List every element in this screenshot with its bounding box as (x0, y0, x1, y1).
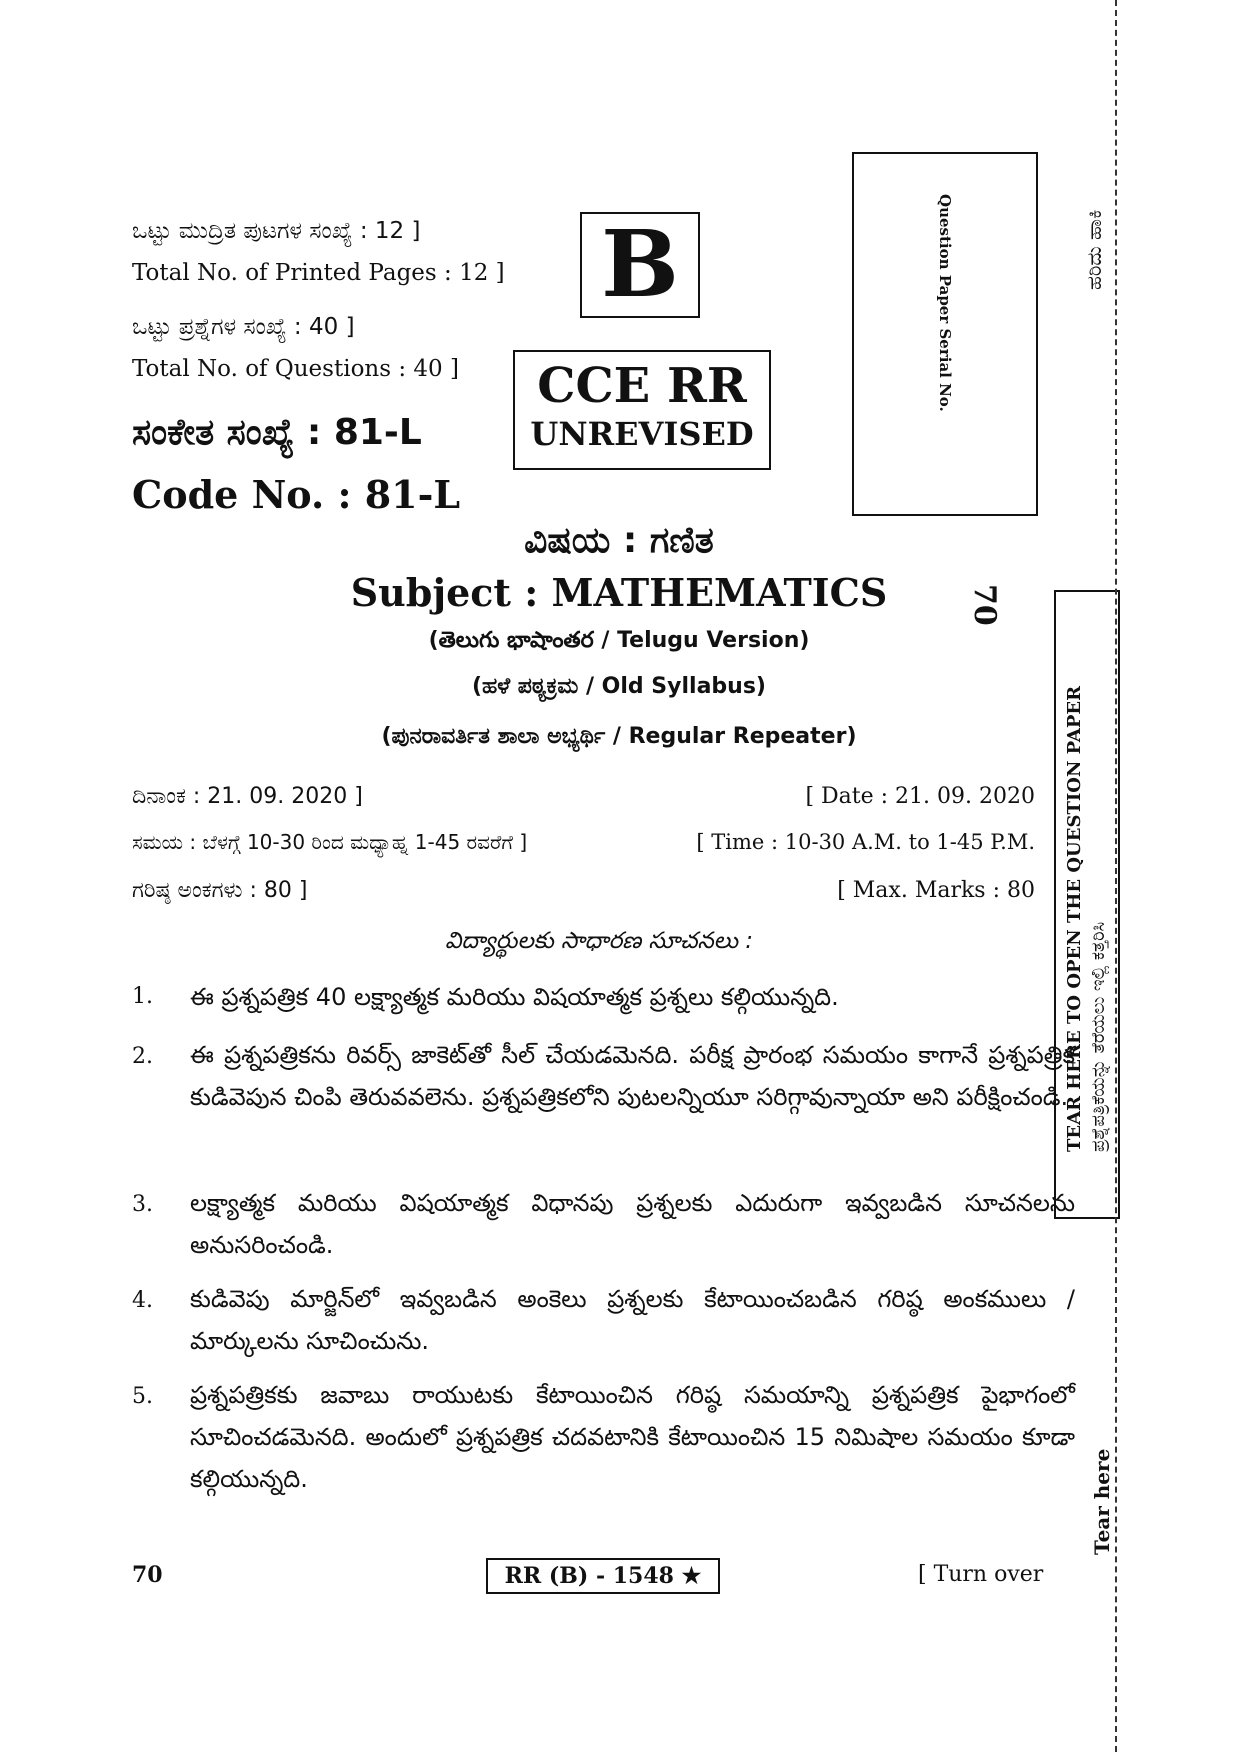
tear-instruction-english: TEAR HERE TO OPEN THE QUESTION PAPER (1064, 685, 1085, 1152)
subject-title: Subject : MATHEMATICS (350, 570, 888, 615)
instruction-number: 2. (132, 1044, 153, 1069)
instructions-title: విద్యార్థులకు సాధారణ సూచనలు : (444, 928, 754, 954)
cce-subtitle: UNREVISED (530, 415, 754, 453)
total-questions: Total No. of Questions : 40 ] (132, 356, 459, 382)
cce-box (513, 350, 771, 470)
instruction-text: ప్రశ్నపత్రికకు జవాబు రాయుటకు కేటాయించిన గరిష్ఠ సమయాన్ని ప్రశ్నపత్రిక పైభాగంలో సూచించడమెనది. అందులో ప్రశ్నపత్రిక చదవటానికి కేటాయించిన 15 నిమిషాల సమయం కూడా కల్గియున్నది. (190, 1381, 1075, 1493)
serial-label: Question Paper Serial No. (936, 194, 954, 412)
exam-time: [ Time : 10-30 A.M. to 1-45 P.M. (696, 830, 1035, 854)
candidate-type: (ಪುನರಾವರ್ತಿತ ಶಾಲಾ ಅಭ್ಯರ್ಥಿ / Regular Repeater) (381, 724, 857, 749)
serial-number-box (852, 152, 1038, 626)
instruction-number: 1. (132, 984, 153, 1009)
exam-date: [ Date : 21. 09. 2020 (805, 784, 1035, 809)
instruction-number: 4. (132, 1288, 153, 1313)
kannada-max-marks: ಗರಿಷ್ಠ ಅಂಕಗಳು : 80 ] (132, 878, 308, 903)
page-number: 70 (132, 1562, 163, 1588)
serial-number: 70 (967, 584, 1002, 626)
kannada-time: ಸಮಯ : ಬೆಳಗ್ಗೆ 10-30 ರಿಂದ ಮಧ್ಯಾಹ್ನ 1-45 ರವರೆಗೆ ] (132, 830, 528, 854)
instruction-text: ఈ ప్రశ్నపత్రికను రివర్స్ జాకెట్‌తో సీల్ చేయడమెనది. పరీక్ష ప్రారంభ సమయం కాగానే ప్రశ్నపత్రిక కుడివెపున చింపి తెరువవలెను. ప్రశ్నపత్రికలోని పుటలన్నియూ సరిగ్గావున్నాయా అని పరీక్షించండి. (190, 1041, 1075, 1111)
cce-title: CCE RR (537, 358, 747, 414)
kannada-subject: ವಿಷಯ : ಗಣಿತ (524, 520, 714, 561)
paper-code-box: RR (B) - 1548 ★ (486, 1558, 720, 1594)
tear-instruction-kannada: ಪ್ರಶ್ನೆಪತ್ರಿಕೆಯನ್ನು ತೆರೆಯಲು ಇಲ್ಲಿ ಕತ್ತರಿಸಿ (1088, 921, 1109, 1152)
kannada-total-pages: ಒಟ್ಟು ಮುದ್ರಿತ ಪುಟಗಳ ಸಂಖ್ಯೆ : 12 ] (132, 218, 421, 244)
max-marks: [ Max. Marks : 80 (837, 878, 1035, 903)
instruction-text: ఈ ప్రశ్నపత్రిక 40 లక్ష్యాత్మక మరియు విషయాత్మక ప్రశ్నలు కల్గియున్నది. (190, 983, 839, 1011)
kannada-date: ದಿನಾಂಕ : 21. 09. 2020 ] (132, 784, 363, 809)
top-tear-label: ಹರಿದು ಹಾಕಿ (1082, 209, 1106, 290)
instruction-number: 5. (132, 1384, 153, 1409)
instruction-text: కుడివెపు మార్జిన్‌లో ఇవ్వబడిన అంకెలు ప్రశ్నలకు కేటాయించబడిన గరిష్ఠ అంకములు / మార్కులను సూచించును. (190, 1285, 1075, 1355)
kannada-code-number: ಸಂಕೇತ ಸಂಖ್ಯೆ : 81-L (132, 412, 422, 453)
code-number: Code No. : 81-L (132, 472, 461, 517)
kannada-total-questions: ಒಟ್ಟು ಪ್ರಶ್ನೆಗಳ ಸಂಖ್ಯೆ : 40 ] (132, 314, 355, 340)
turn-over-label: [ Turn over (918, 1562, 1044, 1587)
instruction-number: 3. (132, 1192, 153, 1217)
tear-line[interactable] (1115, 0, 1117, 1752)
syllabus-type: (ಹಳೆ ಪಠ್ಯಕ್ರಮ / Old Syllabus) (472, 674, 766, 699)
total-pages: Total No. of Printed Pages : 12 ] (132, 260, 505, 286)
version-letter-box: B (580, 212, 700, 318)
language-version: (తెలుగు భాషాంతర / Telugu Version) (428, 628, 810, 653)
tear-instruction-box (1054, 590, 1120, 1219)
tear-here-label: Tear here (1090, 1448, 1114, 1555)
instruction-text: లక్ష్యాత్మక మరియు విషయాత్మక విధానపు ప్రశ్నలకు ఎదురుగా ఇవ్వబడిన సూచనలను అనుసరించండి. (190, 1189, 1075, 1259)
